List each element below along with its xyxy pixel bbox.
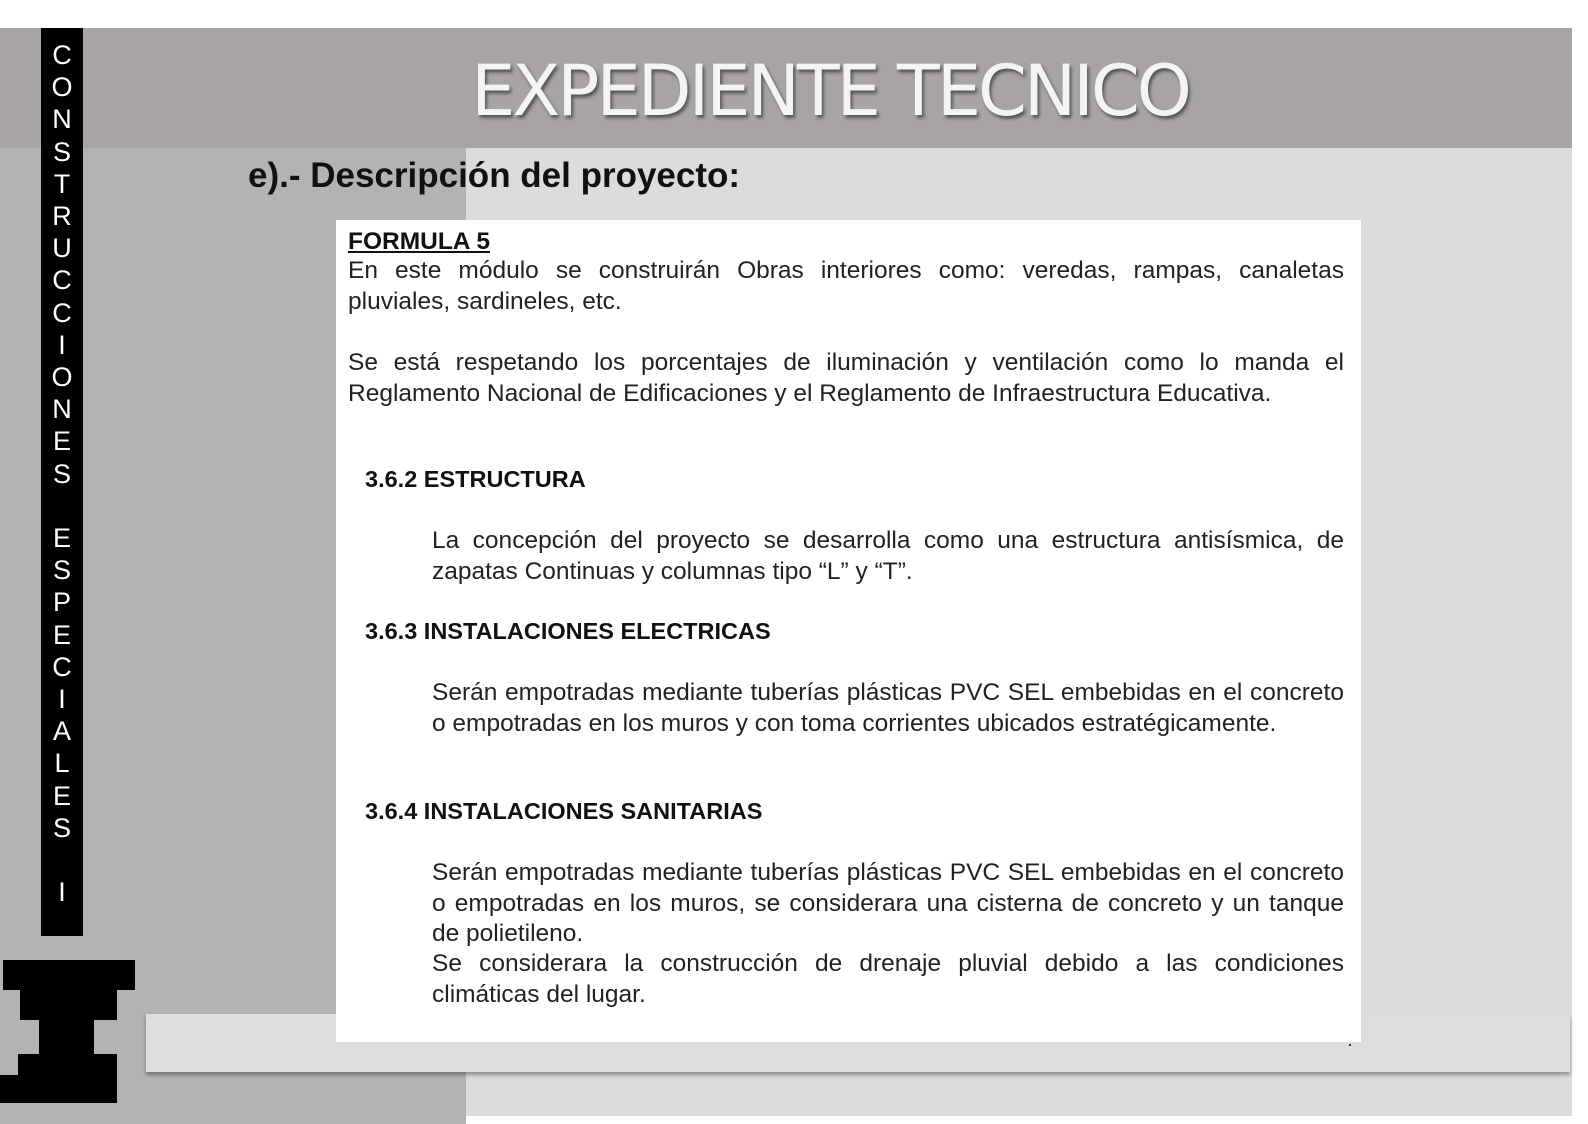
paragraph-obras: En este módulo se construirán Obras interiores como: veredas, rampas, canaletas pluviales, sardineles, etc. (348, 257, 1344, 315)
heading-sanitarias: 3.6.4 INSTALACIONES SANITARIAS (365, 798, 763, 824)
formula-title: FORMULA 5 (348, 228, 490, 255)
vertical-side-banner (41, 28, 83, 936)
paragraph-electricas: Serán empotradas mediante tuberías plásticas PVC SEL embebidas en el concreto o empotradas en los muros y con toma corrientes ubicados estratégicamente. (432, 679, 1344, 737)
footer-dot (1349, 1044, 1351, 1046)
paragraph-drenaje: Se considerara la construcción de drenaje pluvial debido a las condiciones climáticas del lugar. (432, 950, 1344, 1008)
university-logo-icon (0, 960, 135, 1110)
paragraph-estructura: La concepción del proyecto se desarrolla como una estructura antisísmica, de zapatas Continuas y columnas tipo “L” y “T”. (432, 527, 1344, 585)
heading-electricas: 3.6.3 INSTALACIONES ELECTRICAS (365, 618, 771, 644)
vertical-side-label: C O N S T R U C C I O N E S E S P E C I A L E S I (51, 40, 73, 908)
paragraph-sanitarias: Serán empotradas mediante tuberías plásticas PVC SEL embebidas en el concreto o empotradas en los muros, se considerara una cisterna de concreto y un tanque de polietileno. (432, 859, 1344, 947)
paragraph-iluminacion: Se está respetando los porcentajes de iluminación y ventilación como lo manda el Reglamento Nacional de Edificaciones y el Reglamento de Infraestructura Educativa. (348, 349, 1344, 407)
section-subtitle: e).- Descripción del proyecto: (248, 156, 741, 195)
slide-title: EXPEDIENTE TECNICO (471, 50, 1189, 132)
heading-estructura: 3.6.2 ESTRUCTURA (365, 466, 586, 492)
document-image (336, 220, 1361, 1042)
